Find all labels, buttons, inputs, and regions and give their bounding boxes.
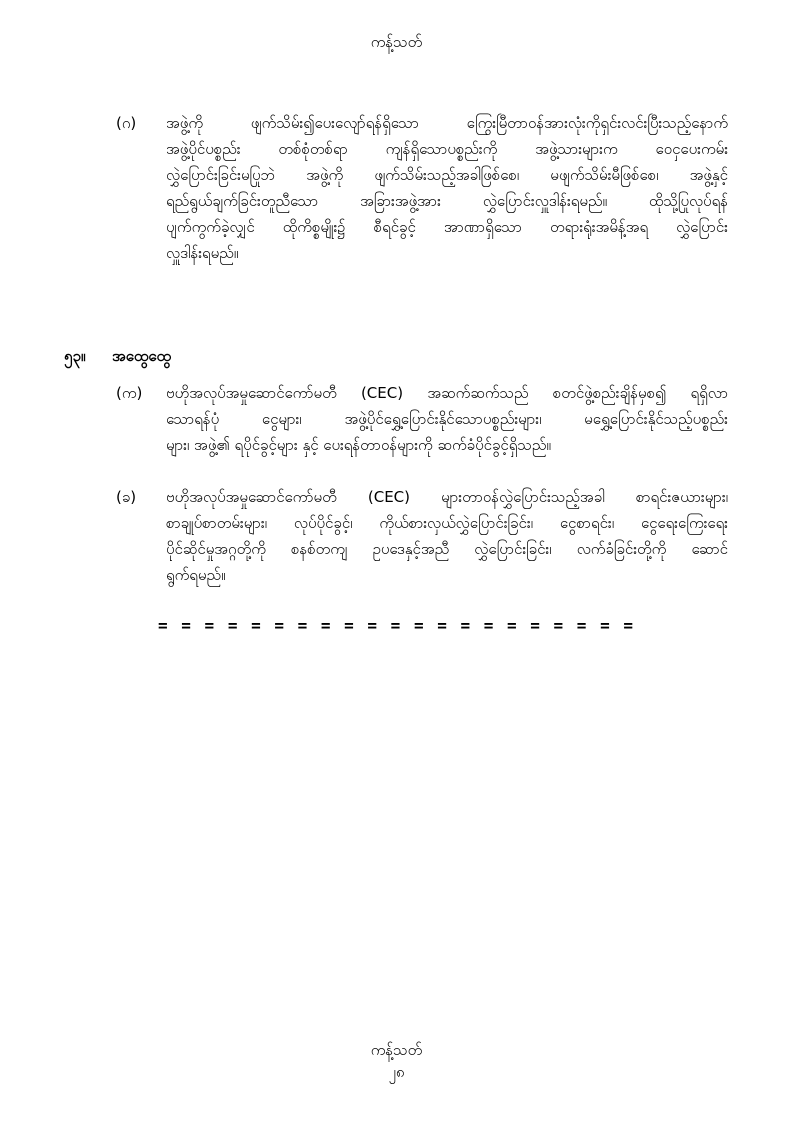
clause-text [166,380,728,458]
section-heading [64,344,171,368]
clause-line: လှူဒါန်းရမည်။ [166,244,239,262]
clause-line: ဗဟိုအလုပ်အမှုဆောင်ကော်မတီ (CEC) အဆက်ဆက်သည် စတင်ဖွဲ့စည်းချိန်မှစ၍ ရရှိလာ [166,384,728,402]
page-number: ၂၈ [388,1063,405,1081]
end-divider: = = = = = = = = = = = = = = = = = = = = = [158,616,635,635]
clause-line: ပိုင်ဆိုင်မှုအဂ္ဂတို့ကို စနစ်တကျ ဥပဒေနှင့်အညီ လွှဲပြောင်းခြင်း၊ လက်ခံခြင်းတို့ကို ဆောင် [166,540,728,558]
clause-line: ပျက်ကွက်ခဲ့လျှင် ထိုကိစ္စမျိုး၌ စီရင်ခွင့် အာဏာရှိသော တရားရုံးအမိန့်အရ လွှဲပြောင်း [166,218,728,236]
clause-line: များ၊ အဖွဲ့၏ ရပိုင်ခွင့်များ နှင့် ပေးရန်တာဝန်များကို ဆက်ခံပိုင်ခွင့်ရှိသည်။ [166,436,551,454]
footer-classification-mark: ကန့်သတ် [370,1041,423,1059]
clause-line: ရည်ရွယ်ချက်ခြင်းတူညီသော အခြားအဖွဲ့အား လွှဲပြောင်းလှူဒါန်းရမည်။ ထိုသို့ပြုလုပ်ရန် [166,192,728,210]
clause-text [166,110,728,266]
section-number: ၅၃။ [64,347,86,365]
clause-line: အဖွဲ့ကို ဖျက်သိမ်း၍ပေးလျော်ရန်ရှိသော ကြွေးမြီတာဝန်အားလုံးကိုရှင်းလင်းပြီးသည့်နောက် [166,114,728,132]
clause-label: (က) [116,384,143,402]
clause-label: (ခ) [116,488,137,506]
clause-line: ရွက်ရမည်။ [166,566,226,584]
clause-label: (ဂ) [116,114,137,132]
header-classification-mark: ကန့်သတ် [370,33,423,51]
clause-line: အဖွဲ့ပိုင်ပစ္စည်း တစ်စုံတစ်ရာ ကျန်ရှိသောပစ္စည်းကို အဖွဲ့သားများက ဝေငှပေးကမ်း [166,140,728,158]
clause-text [166,484,728,588]
clause-line: စာချုပ်စာတမ်းများ၊ လုပ်ပိုင်ခွင့်၊ ကိုယ်စားလှယ်လွှဲပြောင်းခြင်း၊ ငွေစာရင်း၊ ငွေရေးကြေးရေး [166,514,728,532]
section-title: အထွေထွေ [112,347,172,365]
clause-line: ဗဟိုအလုပ်အမှုဆောင်ကော်မတီ (CEC) များတာဝန်လွှဲပြောင်းသည့်အခါ စာရင်းဇယားများ၊ [166,488,728,506]
clause-line: သောရန်ပုံ ငွေများ၊ အဖွဲ့ပိုင်ရွှေ့ပြောင်းနိုင်သောပစ္စည်းများ၊ မရွှေ့ပြောင်းနိုင်သည့်ပစ္စည်း [166,410,728,428]
clause-line: လွှဲပြောင်းခြင်းမပြုဘဲ အဖွဲ့ကို ဖျက်သိမ်းသည့်အခါဖြစ်စေ၊ မဖျက်သိမ်းမီဖြစ်စေ၊ အဖွဲ့နှင့် [166,166,728,184]
